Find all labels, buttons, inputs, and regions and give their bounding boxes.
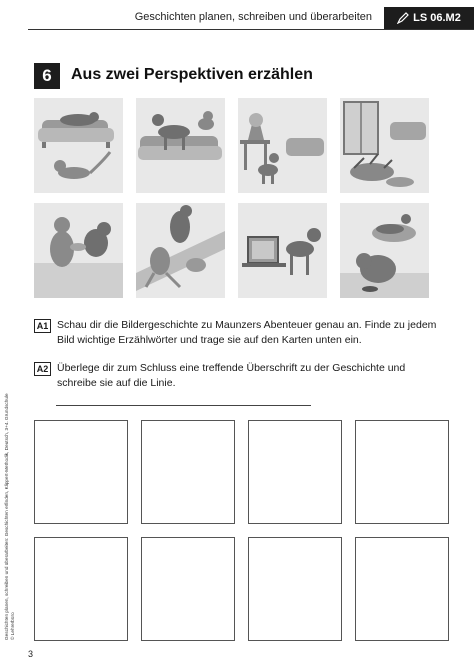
story-image-5 <box>34 203 123 298</box>
task-a2-badge: A2 <box>34 362 51 376</box>
side-credit <box>4 393 16 640</box>
word-card-3[interactable] <box>248 420 342 524</box>
header-rule <box>28 29 474 30</box>
story-image-7 <box>238 203 327 298</box>
header-code-label: LS 06.M2 <box>413 12 461 24</box>
word-card-2[interactable] <box>141 420 235 524</box>
pencil-icon <box>397 12 409 24</box>
side-credit-line2: © Lehrerbüro <box>10 612 15 640</box>
task-a1-text: Schau dir die Bildergeschichte zu Maunzers Abenteuer genau an. Finde zu jedem Bild wichtige Erzählwörter und trage sie auf den Karten unten ein. <box>57 319 437 346</box>
task-a2-text: Überlege dir zum Schluss eine treffende Überschrift zu der Geschichte und schreibe sie auf die Linie. <box>57 362 406 389</box>
story-image-4 <box>340 98 429 193</box>
word-card-8[interactable] <box>355 537 449 641</box>
story-image-6 <box>136 203 225 298</box>
word-card-7[interactable] <box>248 537 342 641</box>
word-card-4[interactable] <box>355 420 449 524</box>
section-title: Aus zwei Perspektiven erzählen <box>71 66 313 83</box>
side-credit-line1: Geschichten planen, schreiben und überarbeiten: Geschichten erfinden, Klippert-Methodik, Deutsch, 3+4. Grundschule <box>4 393 9 640</box>
header-title: Geschichten planen, schreiben und überarbeiten <box>134 11 372 23</box>
story-image-8 <box>340 203 429 298</box>
story-image-3 <box>238 98 327 193</box>
task-a1 <box>34 318 444 348</box>
title-answer-line[interactable] <box>56 405 311 406</box>
page-number: 3 <box>28 649 34 659</box>
word-card-6[interactable] <box>141 537 235 641</box>
header-code-badge <box>384 7 474 29</box>
story-image-2 <box>136 98 225 193</box>
section-number: 6 <box>34 63 60 89</box>
word-card-5[interactable] <box>34 537 128 641</box>
story-image-1 <box>34 98 123 193</box>
word-card-1[interactable] <box>34 420 128 524</box>
task-a2 <box>34 361 444 391</box>
task-a1-badge: A1 <box>34 319 51 333</box>
